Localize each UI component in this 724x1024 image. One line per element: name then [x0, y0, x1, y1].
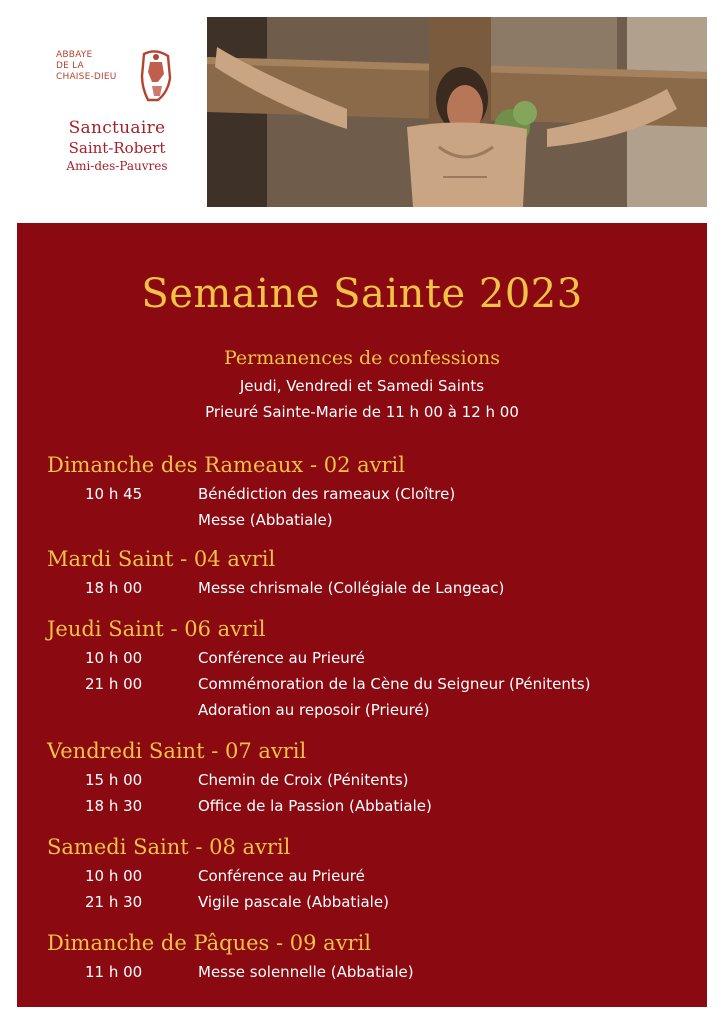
day-title-samedi: Samedi Saint - 08 avril [47, 835, 291, 859]
event-row [17, 485, 707, 509]
abbey-line-2: DE LA [56, 61, 84, 71]
event-desc: Messe chrismale (Collégiale de Langeac) [198, 579, 505, 597]
schedule-panel [17, 223, 707, 1007]
event-time: 10 h 00 [85, 649, 143, 667]
sanctuary-saint: Saint-Robert [68, 139, 166, 157]
event-row [17, 511, 707, 535]
confessions-title: Permanences de confessions [223, 347, 501, 369]
event-desc: Bénédiction des rameaux (Cloître) [198, 485, 456, 503]
event-time: 15 h 00 [85, 771, 143, 789]
event-row [17, 771, 707, 795]
event-desc: Chemin de Croix (Pénitents) [198, 771, 409, 789]
event-desc: Conférence au Prieuré [198, 867, 365, 885]
abbey-line-3: CHAISE-DIEU [56, 72, 117, 82]
event-time: 10 h 00 [85, 867, 143, 885]
day-title-mardi: Mardi Saint - 04 avril [47, 547, 276, 571]
event-desc: Conférence au Prieuré [198, 649, 365, 667]
event-time: 10 h 45 [85, 485, 143, 503]
event-desc: Messe (Abbatiale) [198, 511, 333, 529]
event-row [17, 797, 707, 821]
event-desc: Vigile pascale (Abbatiale) [198, 893, 389, 911]
day-title-paques: Dimanche de Pâques - 09 avril [47, 931, 372, 955]
day-title-rameaux: Dimanche des Rameaux - 02 avril [47, 453, 405, 477]
event-time: 18 h 00 [85, 579, 143, 597]
page-title: Semaine Sainte 2023 [141, 271, 583, 317]
event-row [17, 867, 707, 891]
event-row [17, 893, 707, 917]
event-desc: Office de la Passion (Abbatiale) [198, 797, 432, 815]
event-desc: Commémoration de la Cène du Seigneur (Pénitents) [198, 675, 591, 693]
event-desc: Adoration au reposoir (Prieuré) [198, 701, 430, 719]
event-time: 11 h 00 [85, 963, 143, 981]
event-row [17, 649, 707, 673]
confessions-days: Jeudi, Vendredi et Samedi Saints [239, 377, 485, 395]
abbey-line-1: ABBAYE [56, 50, 93, 60]
day-title-vendredi: Vendredi Saint - 07 avril [47, 739, 307, 763]
event-desc: Messe solennelle (Abbatiale) [198, 963, 414, 981]
abbey-name [56, 50, 117, 83]
crucifix-image [207, 17, 707, 207]
event-row [17, 579, 707, 603]
sanctuary-name: Sanctuaire [68, 118, 166, 138]
event-time: 18 h 30 [85, 797, 143, 815]
event-time: 21 h 30 [85, 893, 143, 911]
event-row [17, 675, 707, 699]
sanctuary-subtitle: Ami-des-Pauvres [66, 159, 168, 173]
event-row [17, 963, 707, 987]
confessions-location: Prieuré Sainte-Marie de 11 h 00 à 12 h 00 [205, 403, 519, 421]
event-time: 21 h 00 [85, 675, 143, 693]
crucifix-photo [207, 17, 707, 207]
event-row [17, 701, 707, 725]
header [0, 0, 724, 214]
day-title-jeudi: Jeudi Saint - 06 avril [47, 617, 266, 641]
abbey-seal-icon [138, 48, 174, 108]
